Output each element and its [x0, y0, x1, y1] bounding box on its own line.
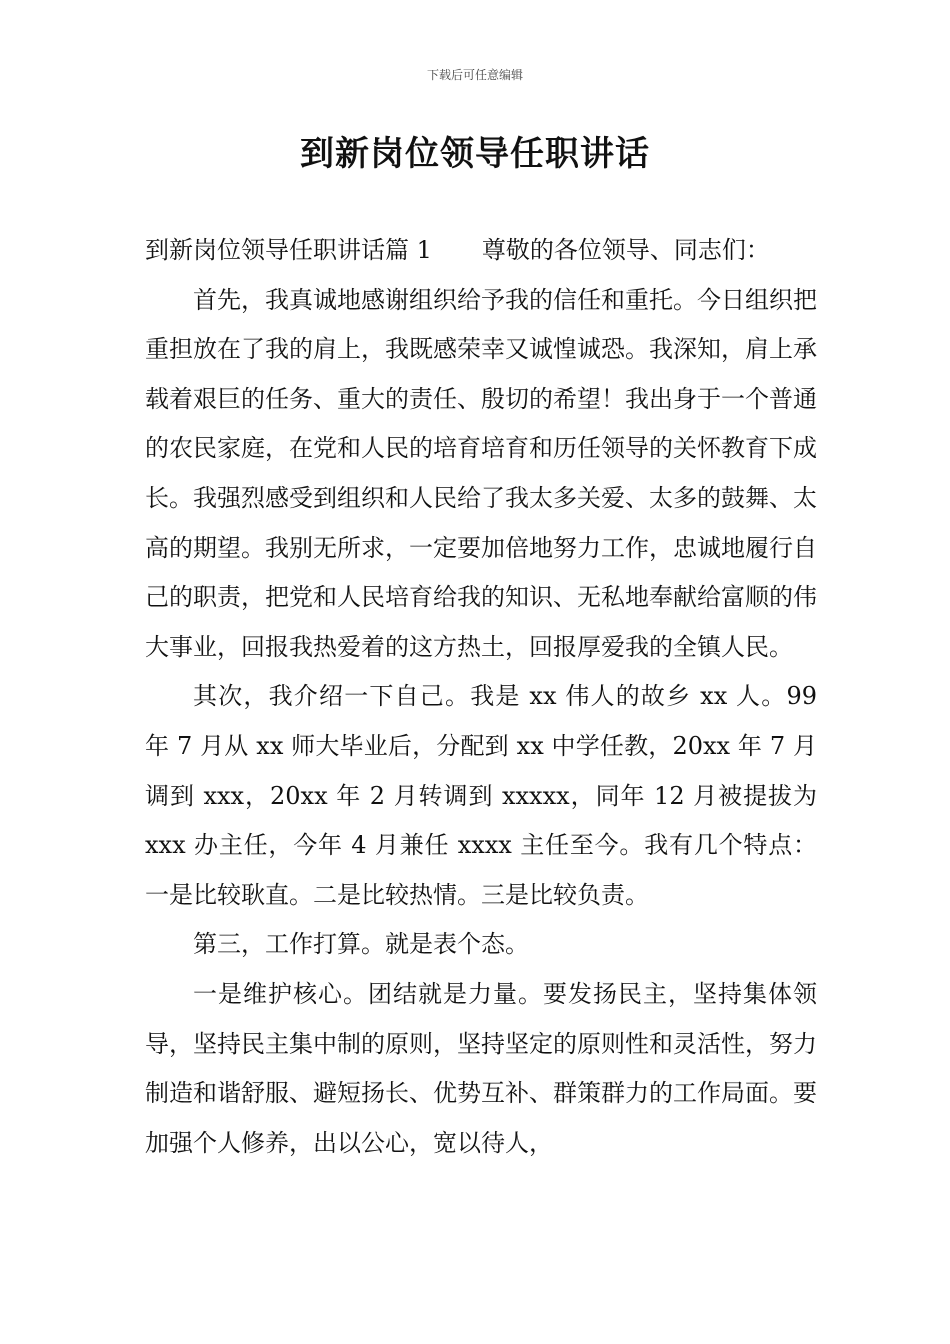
document-body — [145, 226, 817, 1168]
header-note: 下载后可任意编辑 — [426, 68, 523, 82]
subtitle-line — [145, 226, 817, 276]
paragraph-3: 第三，工作打算。就是表个态。 — [193, 930, 529, 959]
document-title: 到新岗位领导任职讲话 — [300, 134, 650, 174]
paragraph-4: 一是维护核心。团结就是力量。要发扬民主，坚持集体领导，坚持民主集中制的原则，坚持坚定的原则性和灵活性，努力制造和谐舒服、避短扬长、优势互补、群策群力的工作局面。要加强个人修养，出以公心，宽以待人， — [145, 979, 817, 1157]
document-subtitle: 到新岗位领导任职讲话篇 1 — [145, 236, 432, 264]
paragraph-1: 首先，我真诚地感谢组织给予我的信任和重托。今日组织把重担放在了我的肩上，我既感荣幸又诚惶诚恐。我深知，肩上承载着艰巨的任务、重大的责任、殷切的希望！我出身于一个普通的农民家庭，在党和人民的培育培育和历任领导的关怀教育下成长。我强烈感受到组织和人民给了我太多关爱、太多的鼓舞、太高的期望。我别无所求，一定要加倍地努力工作，忠诚地履行自己的职责，把党和人民培育给我的知识、无私地奉献给富顺的伟大事业，回报我热爱着的这方热土，回报厚爱我的全镇人民。 — [145, 285, 817, 661]
salutation: 尊敬的各位领导、同志们： — [481, 236, 770, 264]
paragraph-2: 其次，我介绍一下自己。我是 xx 伟人的故乡 xx 人。99 年 7 月从 xx 师大毕业后，分配到 xx 中学任教，20xx 年 7 月调到 xxx，20xx 年 2 月转调到 xxxxx，同年 12 月被提拔为 xxx 办主任，今年 4 月兼任 xxxx 主任至今。我有几个特点：一是比较耿直。二是比较热情。三是比较负责。 — [145, 682, 817, 909]
